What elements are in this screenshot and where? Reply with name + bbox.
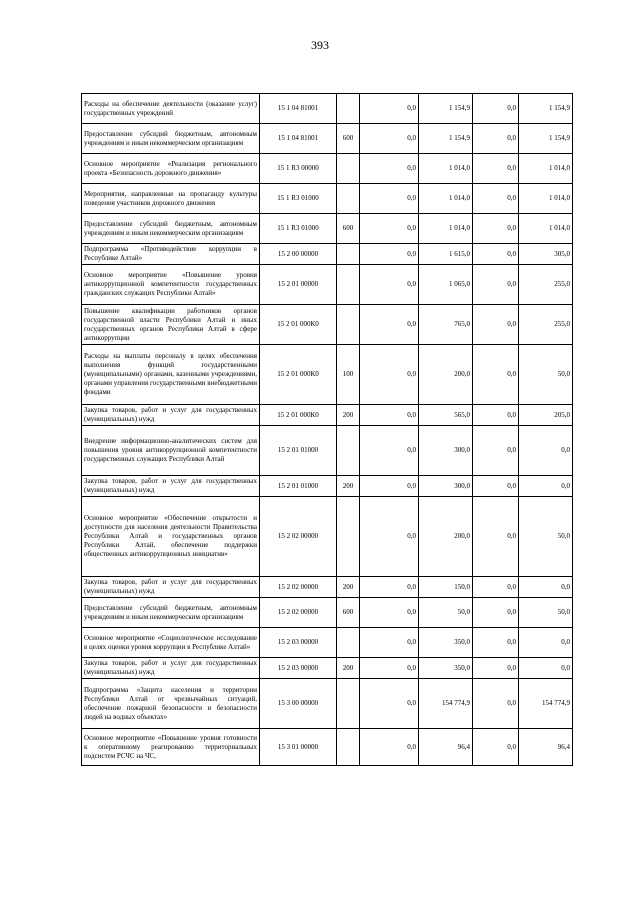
table-row (82, 628, 573, 658)
budget-table-body (82, 94, 573, 766)
row-value-4-cell: 205,0 (519, 405, 573, 426)
table-row (82, 94, 573, 124)
table-row (82, 124, 573, 154)
row-value-1-cell: 0,0 (360, 305, 419, 345)
row-name-cell: Предоставление субсидий бюджетным, автономным учреждениям и иным некоммерческим организациям (82, 124, 260, 154)
row-type-cell: 600 (337, 214, 360, 244)
row-value-1-cell: 0,0 (360, 184, 419, 214)
row-value-1-cell: 0,0 (360, 154, 419, 184)
row-type-cell: 200 (337, 405, 360, 426)
row-value-2-cell: 300,0 (419, 476, 473, 497)
row-name-cell: Основное мероприятие «Социологическое исследование в целях оценки уровня коррупции в Республике Алтай» (82, 628, 260, 658)
row-value-3-cell: 0,0 (473, 679, 519, 729)
row-value-4-cell: 0,0 (519, 577, 573, 598)
row-value-1-cell: 0,0 (360, 476, 419, 497)
row-value-4-cell: 0,0 (519, 628, 573, 658)
row-value-3-cell: 0,0 (473, 729, 519, 766)
row-value-1-cell: 0,0 (360, 628, 419, 658)
row-value-1-cell: 0,0 (360, 658, 419, 679)
row-value-2-cell: 200,0 (419, 497, 473, 577)
row-value-2-cell: 300,0 (419, 426, 473, 476)
row-type-cell (337, 497, 360, 577)
row-value-2-cell: 1 154,9 (419, 124, 473, 154)
row-name-cell: Основное мероприятие «Реализация регионального проекта «Безопасность дорожного движения» (82, 154, 260, 184)
row-name-cell: Повышение квалификации работников органов государственной власти Республики Алтай и иных государственных органов Республики Алтай в сфере антикоррупции (82, 305, 260, 345)
row-code-cell: 15 1 04 81001 (260, 94, 337, 124)
row-value-4-cell: 255,0 (519, 305, 573, 345)
row-type-cell: 600 (337, 598, 360, 628)
row-value-1-cell: 0,0 (360, 265, 419, 305)
row-code-cell: 15 1 R3 00000 (260, 154, 337, 184)
row-value-1-cell: 0,0 (360, 244, 419, 265)
row-type-cell (337, 305, 360, 345)
row-code-cell: 15 3 00 00000 (260, 679, 337, 729)
row-value-3-cell: 0,0 (473, 598, 519, 628)
row-value-3-cell: 0,0 (473, 658, 519, 679)
row-type-cell: 600 (337, 124, 360, 154)
row-value-1-cell: 0,0 (360, 497, 419, 577)
table-row (82, 729, 573, 766)
row-value-3-cell: 0,0 (473, 214, 519, 244)
row-value-3-cell: 0,0 (473, 426, 519, 476)
row-type-cell: 200 (337, 658, 360, 679)
row-value-3-cell: 0,0 (473, 244, 519, 265)
row-value-2-cell: 1 154,9 (419, 94, 473, 124)
row-name-cell: Предоставление субсидий бюджетным, автономным учреждениям и иным некоммерческим организациям (82, 598, 260, 628)
row-code-cell: 15 2 01 00000 (260, 265, 337, 305)
row-name-cell: Подпрограмма «Противодействие коррупции в Республике Алтай» (82, 244, 260, 265)
row-value-1-cell: 0,0 (360, 577, 419, 598)
row-value-3-cell: 0,0 (473, 497, 519, 577)
row-value-2-cell: 1 014,0 (419, 214, 473, 244)
table-row (82, 154, 573, 184)
row-name-cell: Мероприятия, направленные на пропаганду культуры поведения участников дорожного движения (82, 184, 260, 214)
row-name-cell: Основное мероприятие «Повышение уровня готовности к оперативному реагированию территориальных подсистем РСЧС на ЧС, (82, 729, 260, 766)
table-row (82, 405, 573, 426)
row-value-3-cell: 0,0 (473, 94, 519, 124)
row-value-1-cell: 0,0 (360, 679, 419, 729)
row-code-cell: 15 2 03 00000 (260, 628, 337, 658)
row-value-3-cell: 0,0 (473, 184, 519, 214)
row-name-cell: Закупка товаров, работ и услуг для государственных (муниципальных) нужд (82, 405, 260, 426)
table-row (82, 265, 573, 305)
row-value-2-cell: 1 014,0 (419, 154, 473, 184)
row-value-2-cell: 350,0 (419, 628, 473, 658)
row-name-cell: Внедрение информационно-аналитических систем для повышения уровня антикоррупционной компетентности государственных служащих Республики Алтай (82, 426, 260, 476)
table-row (82, 679, 573, 729)
row-value-4-cell: 255,0 (519, 265, 573, 305)
row-value-3-cell: 0,0 (473, 305, 519, 345)
row-type-cell (337, 679, 360, 729)
row-value-2-cell: 350,0 (419, 658, 473, 679)
table-row (82, 345, 573, 405)
table-row (82, 658, 573, 679)
row-type-cell (337, 184, 360, 214)
row-code-cell: 15 1 R3 01000 (260, 184, 337, 214)
row-value-2-cell: 565,0 (419, 405, 473, 426)
row-code-cell: 15 2 02 00000 (260, 598, 337, 628)
row-value-2-cell: 1 615,0 (419, 244, 473, 265)
row-value-2-cell: 1 065,0 (419, 265, 473, 305)
table-row (82, 497, 573, 577)
row-value-1-cell: 0,0 (360, 124, 419, 154)
row-value-4-cell: 50,0 (519, 598, 573, 628)
row-value-4-cell: 50,0 (519, 497, 573, 577)
row-code-cell: 15 2 01 000К0 (260, 405, 337, 426)
row-value-4-cell: 96,4 (519, 729, 573, 766)
row-code-cell: 15 2 02 00000 (260, 577, 337, 598)
row-value-3-cell: 0,0 (473, 345, 519, 405)
row-value-1-cell: 0,0 (360, 345, 419, 405)
row-value-4-cell: 1 014,0 (519, 154, 573, 184)
row-value-4-cell: 50,0 (519, 345, 573, 405)
row-type-cell (337, 244, 360, 265)
table-row (82, 214, 573, 244)
row-value-4-cell: 0,0 (519, 426, 573, 476)
row-name-cell: Подпрограмма «Защита населения и территории Республики Алтай от чрезвычайных ситуаций, обеспечение пожарной безопасности и безопасности людей на водных объектах» (82, 679, 260, 729)
row-value-2-cell: 150,0 (419, 577, 473, 598)
row-type-cell: 100 (337, 345, 360, 405)
row-code-cell: 15 2 01 01000 (260, 426, 337, 476)
table-row (82, 598, 573, 628)
row-value-2-cell: 50,0 (419, 598, 473, 628)
row-value-4-cell: 0,0 (519, 476, 573, 497)
row-type-cell (337, 94, 360, 124)
table-row (82, 244, 573, 265)
row-value-3-cell: 0,0 (473, 628, 519, 658)
row-value-2-cell: 200,0 (419, 345, 473, 405)
row-value-4-cell: 1 154,9 (519, 124, 573, 154)
row-value-3-cell: 0,0 (473, 154, 519, 184)
row-value-3-cell: 0,0 (473, 476, 519, 497)
row-code-cell: 15 2 01 000К0 (260, 345, 337, 405)
page-number: 393 (311, 38, 329, 52)
row-type-cell: 200 (337, 577, 360, 598)
row-value-2-cell: 1 014,0 (419, 184, 473, 214)
row-value-2-cell: 765,0 (419, 305, 473, 345)
row-type-cell (337, 729, 360, 766)
row-value-1-cell: 0,0 (360, 214, 419, 244)
row-type-cell (337, 154, 360, 184)
row-value-4-cell: 0,0 (519, 658, 573, 679)
row-value-4-cell: 305,0 (519, 244, 573, 265)
table-row (82, 426, 573, 476)
row-code-cell: 15 1 04 81001 (260, 124, 337, 154)
row-name-cell: Закупка товаров, работ и услуг для государственных (муниципальных) нужд (82, 658, 260, 679)
row-value-1-cell: 0,0 (360, 94, 419, 124)
row-value-4-cell: 1 014,0 (519, 184, 573, 214)
row-code-cell: 15 1 R3 01000 (260, 214, 337, 244)
row-type-cell (337, 628, 360, 658)
row-name-cell: Закупка товаров, работ и услуг для государственных (муниципальных) нужд (82, 577, 260, 598)
row-code-cell: 15 2 03 00000 (260, 658, 337, 679)
row-name-cell: Основное мероприятие «Обеспечение открытости и доступности для населения деятельности Правительства Республики Алтай и государственных органов Республики Алтай, обеспечение поддержки общественных антикоррупционных инициатив» (82, 497, 260, 577)
row-value-1-cell: 0,0 (360, 426, 419, 476)
row-value-1-cell: 0,0 (360, 598, 419, 628)
row-value-2-cell: 154 774,9 (419, 679, 473, 729)
row-name-cell: Основное мероприятие «Повышение уровня антикоррупционной компетентности государственных гражданских служащих Республики Алтай» (82, 265, 260, 305)
table-row (82, 577, 573, 598)
row-code-cell: 15 3 01 00000 (260, 729, 337, 766)
row-type-cell (337, 265, 360, 305)
row-value-3-cell: 0,0 (473, 577, 519, 598)
row-value-4-cell: 1 014,0 (519, 214, 573, 244)
row-value-1-cell: 0,0 (360, 729, 419, 766)
table-row (82, 184, 573, 214)
row-value-3-cell: 0,0 (473, 265, 519, 305)
row-code-cell: 15 2 01 01000 (260, 476, 337, 497)
row-name-cell: Закупка товаров, работ и услуг для государственных (муниципальных) нужд (82, 476, 260, 497)
row-value-1-cell: 0,0 (360, 405, 419, 426)
row-type-cell (337, 426, 360, 476)
table-row (82, 476, 573, 497)
row-name-cell: Предоставление субсидий бюджетным, автономным учреждениям и иным некоммерческим организациям (82, 214, 260, 244)
row-name-cell: Расходы на обеспечение деятельности (оказание услуг) государственных учреждений (82, 94, 260, 124)
row-type-cell: 200 (337, 476, 360, 497)
row-value-4-cell: 1 154,9 (519, 94, 573, 124)
row-value-3-cell: 0,0 (473, 124, 519, 154)
row-code-cell: 15 2 01 000К0 (260, 305, 337, 345)
row-code-cell: 15 2 02 00000 (260, 497, 337, 577)
row-value-2-cell: 96,4 (419, 729, 473, 766)
row-value-3-cell: 0,0 (473, 405, 519, 426)
budget-table (81, 93, 573, 766)
row-code-cell: 15 2 00 00000 (260, 244, 337, 265)
table-row (82, 305, 573, 345)
row-value-4-cell: 154 774,9 (519, 679, 573, 729)
row-name-cell: Расходы на выплаты персоналу в целях обеспечения выполнения функций государственными (муниципальными) органами, казенными учреждениями, органами управления государственными внебюджетными фондами (82, 345, 260, 405)
